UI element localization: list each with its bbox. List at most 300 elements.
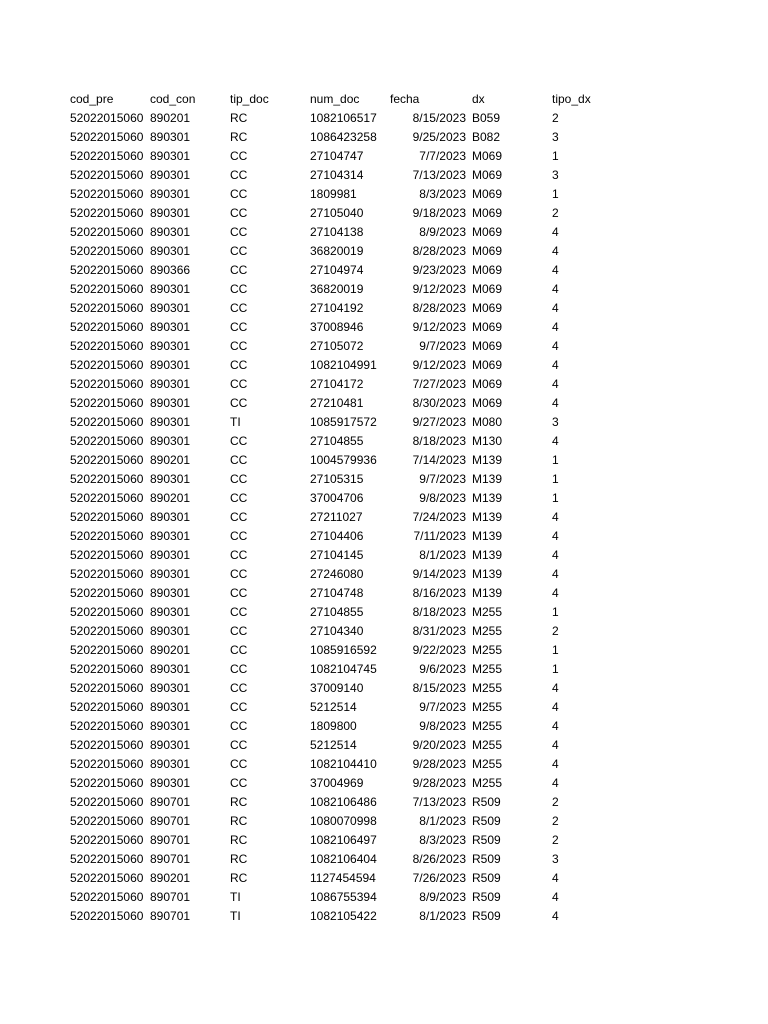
cell-tipo-dx: 4 — [552, 548, 559, 562]
cell-fecha: 9/7/2023 — [419, 700, 466, 714]
cell-tipo-dx: 2 — [552, 624, 559, 638]
cell-num-doc: 5212514 — [310, 700, 357, 714]
cell-dx: M255 — [472, 605, 503, 619]
cell-tip-doc: CC — [230, 624, 248, 638]
cell-dx: M139 — [472, 529, 503, 543]
cell-dx: M130 — [472, 434, 503, 448]
cell-cod-pre: 52022015060 — [70, 909, 144, 923]
cell-fecha: 8/28/2023 — [412, 301, 466, 315]
cell-cod-pre: 52022015060 — [70, 415, 144, 429]
cell-cod-pre: 52022015060 — [70, 795, 144, 809]
cell-cod-pre: 52022015060 — [70, 453, 144, 467]
cell-dx: M255 — [472, 719, 503, 733]
cell-tipo-dx: 4 — [552, 377, 559, 391]
cell-tip-doc: RC — [230, 852, 248, 866]
cell-dx: M069 — [472, 263, 503, 277]
cell-tip-doc: RC — [230, 795, 248, 809]
cell-tipo-dx: 3 — [552, 415, 559, 429]
cell-num-doc: 37008946 — [310, 320, 364, 334]
cell-tipo-dx: 3 — [552, 852, 559, 866]
cell-tip-doc: CC — [230, 662, 248, 676]
cell-tipo-dx: 4 — [552, 225, 559, 239]
cell-cod-con: 890701 — [150, 795, 191, 809]
cell-tipo-dx: 1 — [552, 149, 559, 163]
cell-dx: M255 — [472, 643, 503, 657]
cell-tipo-dx: 4 — [552, 890, 559, 904]
cell-tipo-dx: 1 — [552, 662, 559, 676]
cell-fecha: 8/1/2023 — [419, 548, 466, 562]
cell-dx: M139 — [472, 510, 503, 524]
cell-cod-con: 890301 — [150, 510, 191, 524]
cell-tip-doc: CC — [230, 206, 248, 220]
cell-cod-con: 890301 — [150, 567, 191, 581]
cell-cod-con: 890301 — [150, 130, 191, 144]
cell-tip-doc: CC — [230, 719, 248, 733]
cell-fecha: 7/11/2023 — [413, 529, 466, 543]
cell-tipo-dx: 4 — [552, 567, 559, 581]
cell-cod-con: 890301 — [150, 586, 191, 600]
cell-cod-con: 890301 — [150, 529, 191, 543]
cell-num-doc: 27104192 — [310, 301, 364, 315]
cell-tipo-dx: 4 — [552, 719, 559, 733]
cell-dx: M139 — [472, 453, 503, 467]
cell-dx: R509 — [472, 852, 501, 866]
cell-tipo-dx: 4 — [552, 510, 559, 524]
cell-tipo-dx: 4 — [552, 339, 559, 353]
cell-cod-con: 890301 — [150, 206, 191, 220]
cell-dx: R509 — [472, 909, 501, 923]
cell-tipo-dx: 4 — [552, 301, 559, 315]
cell-tip-doc: RC — [230, 814, 248, 828]
cell-num-doc: 1085916592 — [310, 643, 377, 657]
cell-dx: R509 — [472, 871, 501, 885]
cell-dx: R509 — [472, 795, 501, 809]
cell-cod-con: 890201 — [150, 111, 191, 125]
cell-num-doc: 27104314 — [310, 168, 364, 182]
cell-cod-con: 890201 — [150, 453, 191, 467]
cell-fecha: 9/28/2023 — [412, 757, 466, 771]
cell-num-doc: 27105315 — [310, 472, 364, 486]
cell-num-doc: 1082106486 — [310, 795, 377, 809]
cell-num-doc: 27104145 — [310, 548, 364, 562]
cell-cod-con: 890301 — [150, 605, 191, 619]
cell-tip-doc: CC — [230, 510, 248, 524]
cell-cod-con: 890301 — [150, 738, 191, 752]
cell-dx: M069 — [472, 187, 503, 201]
cell-tipo-dx: 3 — [552, 168, 559, 182]
cell-num-doc: 1127454594 — [310, 871, 376, 885]
cell-cod-pre: 52022015060 — [70, 776, 144, 790]
cell-num-doc: 27104974 — [310, 263, 364, 277]
cell-tip-doc: RC — [230, 130, 248, 144]
cell-fecha: 9/20/2023 — [412, 738, 466, 752]
cell-fecha: 9/12/2023 — [412, 358, 466, 372]
cell-num-doc: 1082105422 — [310, 909, 377, 923]
cell-num-doc: 1082106517 — [310, 111, 377, 125]
cell-fecha: 7/24/2023 — [412, 510, 466, 524]
column-header-cod-con: cod_con — [150, 92, 196, 106]
cell-tip-doc: CC — [230, 358, 248, 372]
cell-dx: M139 — [472, 472, 503, 486]
cell-fecha: 8/1/2023 — [419, 814, 466, 828]
cell-cod-con: 890301 — [150, 187, 191, 201]
cell-num-doc: 1085917572 — [310, 415, 377, 429]
cell-fecha: 8/15/2023 — [412, 111, 466, 125]
cell-fecha: 9/14/2023 — [412, 567, 466, 581]
cell-fecha: 8/1/2023 — [419, 909, 466, 923]
cell-dx: M069 — [472, 339, 503, 353]
cell-cod-pre: 52022015060 — [70, 605, 144, 619]
cell-cod-pre: 52022015060 — [70, 320, 144, 334]
cell-num-doc: 27104747 — [310, 149, 364, 163]
cell-tipo-dx: 4 — [552, 681, 559, 695]
cell-dx: M255 — [472, 757, 503, 771]
cell-tip-doc: CC — [230, 586, 248, 600]
cell-num-doc: 27104406 — [310, 529, 364, 543]
cell-cod-con: 890301 — [150, 776, 191, 790]
cell-num-doc: 27105072 — [310, 339, 364, 353]
cell-cod-pre: 52022015060 — [70, 263, 144, 277]
cell-tipo-dx: 4 — [552, 871, 559, 885]
cell-tipo-dx: 2 — [552, 206, 559, 220]
cell-tip-doc: CC — [230, 776, 248, 790]
cell-tipo-dx: 2 — [552, 111, 559, 125]
cell-tip-doc: CC — [230, 149, 248, 163]
cell-fecha: 8/15/2023 — [412, 681, 466, 695]
cell-cod-con: 890701 — [150, 890, 191, 904]
cell-cod-pre: 52022015060 — [70, 643, 144, 657]
cell-cod-pre: 52022015060 — [70, 149, 144, 163]
cell-fecha: 9/6/2023 — [419, 662, 466, 676]
cell-cod-pre: 52022015060 — [70, 586, 144, 600]
cell-tip-doc: CC — [230, 168, 248, 182]
cell-cod-pre: 52022015060 — [70, 396, 144, 410]
cell-dx: R509 — [472, 833, 501, 847]
cell-tip-doc: CC — [230, 320, 248, 334]
cell-dx: M069 — [472, 168, 503, 182]
cell-fecha: 9/7/2023 — [419, 472, 466, 486]
cell-tip-doc: CC — [230, 643, 248, 657]
cell-tip-doc: CC — [230, 472, 248, 486]
cell-tipo-dx: 4 — [552, 776, 559, 790]
cell-tipo-dx: 4 — [552, 244, 559, 258]
cell-fecha: 9/28/2023 — [412, 776, 466, 790]
cell-tip-doc: CC — [230, 396, 248, 410]
column-header-num-doc: num_doc — [310, 92, 360, 106]
cell-dx: B059 — [472, 111, 501, 125]
cell-tip-doc: CC — [230, 757, 248, 771]
cell-cod-pre: 52022015060 — [70, 757, 144, 771]
cell-cod-pre: 52022015060 — [70, 700, 144, 714]
cell-cod-con: 890301 — [150, 757, 191, 771]
cell-tipo-dx: 4 — [552, 282, 559, 296]
cell-tipo-dx: 1 — [552, 605, 559, 619]
cell-num-doc: 1082104745 — [310, 662, 377, 676]
cell-fecha: 8/9/2023 — [419, 225, 466, 239]
cell-cod-pre: 52022015060 — [70, 168, 144, 182]
cell-dx: M069 — [472, 244, 503, 258]
cell-cod-con: 890301 — [150, 225, 191, 239]
cell-cod-pre: 52022015060 — [70, 852, 144, 866]
cell-tip-doc: CC — [230, 282, 248, 296]
cell-fecha: 8/9/2023 — [419, 890, 466, 904]
column-header-tip-doc: tip_doc — [230, 92, 269, 106]
cell-cod-pre: 52022015060 — [70, 111, 144, 125]
cell-fecha: 7/13/2023 — [412, 795, 466, 809]
cell-num-doc: 1004579936 — [310, 453, 377, 467]
cell-cod-pre: 52022015060 — [70, 510, 144, 524]
cell-cod-con: 890301 — [150, 472, 191, 486]
column-header-cod-pre: cod_pre — [70, 92, 114, 106]
cell-tip-doc: TI — [230, 415, 241, 429]
cell-fecha: 9/22/2023 — [412, 643, 466, 657]
cell-fecha: 8/28/2023 — [412, 244, 466, 258]
cell-fecha: 8/3/2023 — [419, 833, 466, 847]
cell-cod-con: 890301 — [150, 149, 191, 163]
cell-cod-pre: 52022015060 — [70, 472, 144, 486]
cell-dx: M069 — [472, 358, 503, 372]
cell-dx: M069 — [472, 377, 503, 391]
cell-cod-con: 890301 — [150, 700, 191, 714]
cell-dx: M139 — [472, 567, 503, 581]
cell-fecha: 9/12/2023 — [412, 282, 466, 296]
cell-tip-doc: CC — [230, 187, 248, 201]
cell-dx: M069 — [472, 225, 503, 239]
cell-tipo-dx: 2 — [552, 795, 559, 809]
cell-dx: M255 — [472, 662, 503, 676]
cell-tipo-dx: 1 — [552, 187, 559, 201]
cell-num-doc: 27104340 — [310, 624, 364, 638]
cell-cod-con: 890301 — [150, 301, 191, 315]
cell-fecha: 9/12/2023 — [412, 320, 466, 334]
cell-cod-pre: 52022015060 — [70, 833, 144, 847]
cell-num-doc: 37009140 — [310, 681, 364, 695]
cell-cod-pre: 52022015060 — [70, 814, 144, 828]
cell-cod-con: 890301 — [150, 244, 191, 258]
cell-dx: M139 — [472, 586, 503, 600]
cell-cod-pre: 52022015060 — [70, 130, 144, 144]
cell-dx: M139 — [472, 548, 503, 562]
cell-cod-con: 890301 — [150, 396, 191, 410]
cell-cod-con: 890301 — [150, 719, 191, 733]
cell-num-doc: 27104172 — [310, 377, 364, 391]
cell-cod-pre: 52022015060 — [70, 244, 144, 258]
cell-cod-con: 890701 — [150, 852, 191, 866]
cell-cod-pre: 52022015060 — [70, 491, 144, 505]
cell-fecha: 9/8/2023 — [419, 719, 466, 733]
cell-num-doc: 1082104991 — [310, 358, 377, 372]
cell-tip-doc: CC — [230, 529, 248, 543]
cell-tip-doc: RC — [230, 871, 248, 885]
cell-num-doc: 27211027 — [310, 510, 363, 524]
cell-cod-pre: 52022015060 — [70, 681, 144, 695]
cell-num-doc: 27104748 — [310, 586, 364, 600]
cell-fecha: 7/27/2023 — [412, 377, 466, 391]
cell-dx: B082 — [472, 130, 501, 144]
cell-cod-pre: 52022015060 — [70, 662, 144, 676]
cell-tipo-dx: 3 — [552, 130, 559, 144]
cell-fecha: 7/14/2023 — [412, 453, 466, 467]
cell-dx: M069 — [472, 282, 503, 296]
cell-fecha: 9/8/2023 — [419, 491, 466, 505]
cell-dx: R509 — [472, 890, 501, 904]
column-header-dx: dx — [472, 92, 485, 106]
cell-cod-con: 890301 — [150, 168, 191, 182]
cell-cod-con: 890701 — [150, 814, 191, 828]
cell-num-doc: 1809981 — [310, 187, 357, 201]
cell-cod-pre: 52022015060 — [70, 624, 144, 638]
cell-cod-con: 890701 — [150, 833, 191, 847]
cell-tipo-dx: 4 — [552, 757, 559, 771]
cell-tipo-dx: 4 — [552, 263, 559, 277]
cell-dx: R509 — [472, 814, 501, 828]
cell-cod-con: 890201 — [150, 491, 191, 505]
column-header-fecha: fecha — [390, 92, 420, 106]
cell-fecha: 9/25/2023 — [412, 130, 466, 144]
cell-num-doc: 36820019 — [310, 244, 364, 258]
cell-cod-pre: 52022015060 — [70, 377, 144, 391]
cell-num-doc: 1082106497 — [310, 833, 377, 847]
cell-tip-doc: CC — [230, 738, 248, 752]
cell-dx: M069 — [472, 149, 503, 163]
cell-cod-pre: 52022015060 — [70, 225, 144, 239]
cell-tipo-dx: 4 — [552, 738, 559, 752]
cell-cod-con: 890201 — [150, 643, 191, 657]
cell-dx: M069 — [472, 301, 503, 315]
cell-fecha: 9/27/2023 — [412, 415, 466, 429]
cell-tipo-dx: 4 — [552, 700, 559, 714]
cell-num-doc: 27246080 — [310, 567, 364, 581]
cell-tip-doc: CC — [230, 244, 248, 258]
cell-dx: M255 — [472, 738, 503, 752]
cell-num-doc: 37004706 — [310, 491, 364, 505]
cell-tip-doc: CC — [230, 225, 248, 239]
cell-cod-con: 890301 — [150, 434, 191, 448]
cell-cod-con: 890301 — [150, 339, 191, 353]
cell-cod-con: 890301 — [150, 358, 191, 372]
cell-fecha: 8/30/2023 — [412, 396, 466, 410]
cell-cod-con: 890201 — [150, 871, 191, 885]
cell-tip-doc: CC — [230, 548, 248, 562]
cell-num-doc: 27104855 — [310, 434, 364, 448]
cell-fecha: 8/18/2023 — [412, 434, 466, 448]
cell-cod-pre: 52022015060 — [70, 871, 144, 885]
cell-tip-doc: CC — [230, 605, 248, 619]
cell-num-doc: 27104855 — [310, 605, 364, 619]
cell-dx: M255 — [472, 681, 503, 695]
cell-fecha: 9/7/2023 — [419, 339, 466, 353]
cell-cod-pre: 52022015060 — [70, 301, 144, 315]
cell-cod-pre: 52022015060 — [70, 567, 144, 581]
cell-cod-con: 890701 — [150, 909, 191, 923]
cell-fecha: 7/13/2023 — [412, 168, 466, 182]
cell-dx: M255 — [472, 700, 503, 714]
cell-cod-pre: 52022015060 — [70, 890, 144, 904]
cell-cod-con: 890301 — [150, 415, 191, 429]
cell-cod-pre: 52022015060 — [70, 719, 144, 733]
cell-dx: M069 — [472, 206, 503, 220]
cell-tipo-dx: 4 — [552, 586, 559, 600]
cell-cod-pre: 52022015060 — [70, 282, 144, 296]
cell-num-doc: 37004969 — [310, 776, 364, 790]
cell-tip-doc: CC — [230, 681, 248, 695]
cell-num-doc: 1086423258 — [310, 130, 377, 144]
column-header-tipo-dx: tipo_dx — [552, 92, 591, 106]
cell-cod-con: 890301 — [150, 662, 191, 676]
cell-tipo-dx: 4 — [552, 358, 559, 372]
cell-dx: M255 — [472, 624, 503, 638]
cell-tipo-dx: 4 — [552, 434, 559, 448]
cell-num-doc: 1082106404 — [310, 852, 377, 866]
cell-cod-con: 890301 — [150, 320, 191, 334]
cell-tip-doc: CC — [230, 700, 248, 714]
cell-fecha: 7/7/2023 — [419, 149, 466, 163]
cell-cod-pre: 52022015060 — [70, 529, 144, 543]
cell-cod-pre: 52022015060 — [70, 206, 144, 220]
cell-num-doc: 1809800 — [310, 719, 357, 733]
cell-tip-doc: CC — [230, 339, 248, 353]
cell-tipo-dx: 1 — [552, 472, 559, 486]
cell-tip-doc: RC — [230, 833, 248, 847]
cell-cod-pre: 52022015060 — [70, 434, 144, 448]
cell-tip-doc: TI — [230, 890, 241, 904]
cell-num-doc: 27104138 — [310, 225, 364, 239]
cell-dx: M255 — [472, 776, 503, 790]
cell-num-doc: 1080070998 — [310, 814, 377, 828]
cell-dx: M080 — [472, 415, 503, 429]
cell-num-doc: 1082104410 — [310, 757, 377, 771]
cell-tip-doc: CC — [230, 434, 248, 448]
cell-dx: M069 — [472, 320, 503, 334]
cell-tip-doc: CC — [230, 263, 248, 277]
cell-cod-pre: 52022015060 — [70, 548, 144, 562]
cell-fecha: 7/26/2023 — [412, 871, 466, 885]
cell-fecha: 8/31/2023 — [412, 624, 466, 638]
cell-tip-doc: TI — [230, 909, 241, 923]
cell-cod-con: 890301 — [150, 681, 191, 695]
cell-fecha: 9/18/2023 — [412, 206, 466, 220]
cell-dx: M069 — [472, 396, 503, 410]
cell-tip-doc: CC — [230, 377, 248, 391]
cell-cod-con: 890301 — [150, 282, 191, 296]
cell-cod-con: 890301 — [150, 548, 191, 562]
cell-dx: M139 — [472, 491, 503, 505]
cell-num-doc: 1086755394 — [310, 890, 377, 904]
cell-tipo-dx: 4 — [552, 396, 559, 410]
cell-fecha: 8/26/2023 — [412, 852, 466, 866]
cell-tip-doc: CC — [230, 301, 248, 315]
cell-tipo-dx: 2 — [552, 833, 559, 847]
cell-tipo-dx: 4 — [552, 529, 559, 543]
cell-tip-doc: CC — [230, 491, 248, 505]
cell-tipo-dx: 2 — [552, 814, 559, 828]
cell-fecha: 8/18/2023 — [412, 605, 466, 619]
cell-cod-pre: 52022015060 — [70, 358, 144, 372]
cell-num-doc: 27210481 — [310, 396, 364, 410]
cell-tip-doc: RC — [230, 111, 248, 125]
cell-tip-doc: CC — [230, 567, 248, 581]
cell-cod-con: 890366 — [150, 263, 191, 277]
cell-num-doc: 36820019 — [310, 282, 364, 296]
cell-cod-pre: 52022015060 — [70, 339, 144, 353]
cell-fecha: 9/23/2023 — [412, 263, 466, 277]
cell-fecha: 8/16/2023 — [412, 586, 466, 600]
cell-cod-con: 890301 — [150, 377, 191, 391]
cell-cod-pre: 52022015060 — [70, 738, 144, 752]
cell-tipo-dx: 4 — [552, 320, 559, 334]
cell-tipo-dx: 1 — [552, 491, 559, 505]
cell-num-doc: 27105040 — [310, 206, 364, 220]
